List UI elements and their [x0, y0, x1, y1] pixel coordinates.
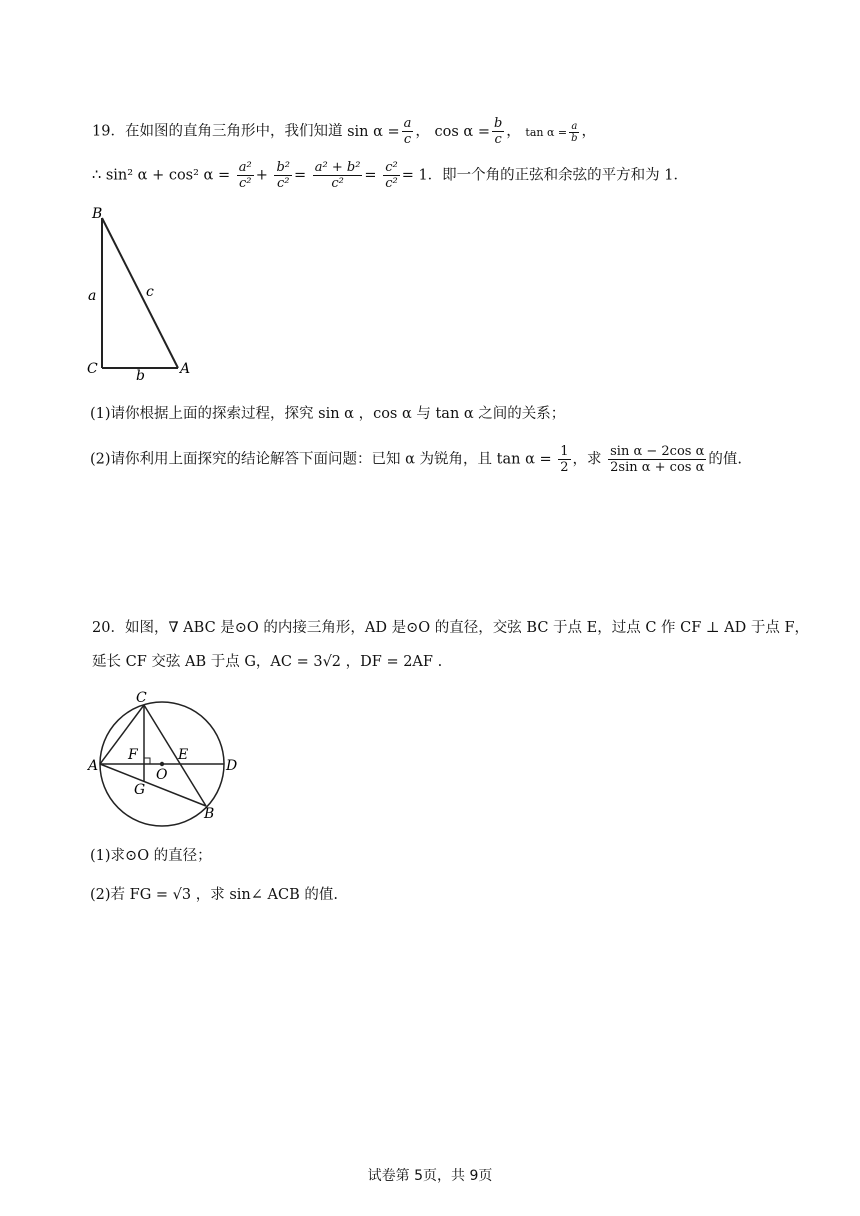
q19-part1: (1)请你根据上面的探索过程，探究 sin α ，cos α 与 tan α 之间的关系； — [90, 406, 566, 422]
vertex-c-label: C — [87, 361, 98, 377]
label-b: B — [204, 806, 215, 822]
label-d: D — [226, 758, 238, 774]
side-b-label: b — [136, 368, 145, 384]
sin-definition: sin α = $\frac{a}{c}$ — [347, 116, 412, 147]
q20-part2: (2)若 FG = √3 ，求 sin∠ ACB 的值. — [90, 887, 338, 903]
vertex-b-label: B — [92, 206, 103, 222]
side-c-line — [102, 218, 178, 368]
label-f: F — [128, 747, 138, 763]
label-g: G — [134, 782, 146, 798]
tan-definition: tan α = $\frac{a}{b}$ — [525, 121, 578, 144]
q19-identity: ∴ sin² α + cos² α = $\frac{\text{a²}}{\text{c²}}$ + $\frac{\text{b²}}{\text{c²}}$ = $\frac{\text{a² + b²}}{\text{c²}}$ = $\frac{\text{c²}}{\text{c²}}$ = 1．即一个角的正弦和余弦的平方和为 1． — [92, 160, 689, 191]
chord-ab — [100, 764, 206, 806]
q20-number: 20． — [92, 620, 125, 636]
side-c-label: c — [146, 284, 154, 300]
label-o: O — [156, 767, 168, 783]
q19-part2: (2)请你利用上面探究的结论解答下面问题：已知 α 为锐角，且 tan α = $\frac{1}{2}$ ，求 $\frac{\text{sin α − 2cos α}}{\text{2sin α + cos α}}$ 的值. — [90, 444, 742, 475]
vertex-a-label: A — [180, 361, 191, 377]
side-a-label: a — [88, 288, 97, 304]
q20-line1: 20．如图，∇ ABC 是⊙O 的内接三角形，AD 是⊙O 的直径，交弦 BC 于点 E，过点 C 作 CF ⊥ AD 于点 F， — [92, 620, 810, 636]
q19-line1: 19．在如图的直角三角形中，我们知道 sin α = $\frac{a}{c}$ ， cos α = $\frac{b}{c}$ ， tan α = $\frac{a}{b}$ ， — [92, 116, 597, 147]
circle-geometry-figure — [86, 686, 246, 836]
center-o-dot — [160, 762, 164, 766]
q20-part1: (1)求⊙O 的直径； — [90, 848, 212, 864]
cos-definition: cos α = $\frac{b}{c}$ — [434, 116, 503, 147]
label-e: E — [178, 747, 189, 763]
label-c: C — [136, 690, 147, 706]
q19-number: 19． — [92, 123, 125, 140]
q19-intro: 在如图的直角三角形中，我们知道 — [124, 123, 343, 140]
right-triangle-figure — [82, 200, 202, 385]
page-footer: 试卷第 5页，共 9页 — [367, 1168, 493, 1184]
q20-line2: 延长 CF 交弦 AB 于点 G，AC = 3√2 ，DF = 2AF . — [92, 654, 443, 670]
chord-cb — [144, 705, 206, 806]
right-angle-mark — [144, 758, 150, 764]
label-a: A — [88, 758, 99, 774]
